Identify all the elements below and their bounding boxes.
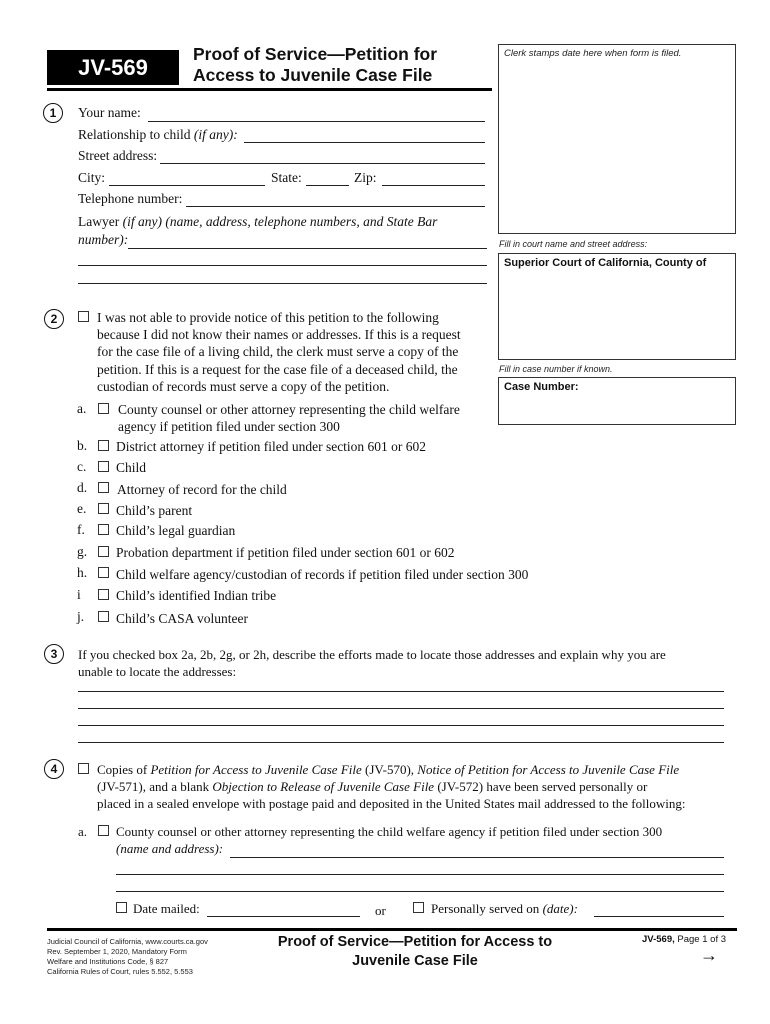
state-input[interactable] bbox=[306, 185, 349, 186]
lawyer-input-line-3[interactable] bbox=[78, 283, 487, 284]
item-2j-letter: j. bbox=[77, 609, 85, 624]
telephone-input[interactable] bbox=[186, 206, 485, 207]
item-2e-checkbox[interactable] bbox=[98, 503, 109, 514]
item-2f-label: Child’s legal guardian bbox=[116, 523, 236, 538]
court-name-hint: Fill in court name and street address: bbox=[499, 239, 648, 249]
section-2-text-line: for the case file of a living child, the clerk must serve a copy of the bbox=[97, 344, 459, 360]
state-label: State: bbox=[271, 170, 302, 185]
item-2g-letter: g. bbox=[77, 544, 88, 559]
footer-rule bbox=[47, 928, 737, 931]
item-4a-input-line-2[interactable] bbox=[116, 874, 724, 875]
section-3-number bbox=[44, 644, 64, 664]
item-2d-checkbox[interactable] bbox=[98, 482, 109, 493]
zip-label: Zip: bbox=[354, 170, 377, 185]
lawyer-hint-line2: number): bbox=[78, 232, 129, 247]
form-title-line2: Access to Juvenile Case File bbox=[193, 65, 433, 85]
personally-served-label bbox=[431, 900, 578, 917]
lawyer-input-line-2[interactable] bbox=[78, 265, 487, 266]
item-2d-letter: d. bbox=[77, 480, 88, 495]
section-4-number bbox=[44, 759, 64, 779]
section-3-input-line-1[interactable] bbox=[78, 691, 724, 692]
item-2g-checkbox[interactable] bbox=[98, 546, 109, 557]
city-input[interactable] bbox=[109, 185, 265, 186]
date-mailed-input[interactable] bbox=[207, 916, 360, 917]
relationship-hint: (if any): bbox=[193, 127, 238, 142]
item-4a-label: County counsel or other attorney representing the child welfare agency if petition filed under section 300 bbox=[116, 824, 663, 839]
page-number: Page 1 of 3 bbox=[674, 934, 726, 945]
footer-citation-line: Rev. September 1, 2020, Mandatory Form bbox=[47, 947, 187, 956]
item-2f-letter: f. bbox=[77, 522, 85, 537]
case-number-field[interactable] bbox=[498, 377, 736, 425]
relationship-label bbox=[78, 126, 238, 143]
item-2j-checkbox[interactable] bbox=[98, 611, 109, 622]
item-2a-label: County counsel or other attorney representing the child welfare bbox=[118, 402, 460, 417]
item-2f-checkbox[interactable] bbox=[98, 524, 109, 535]
item-2d-label: Attorney of record for the child bbox=[117, 482, 287, 497]
page-indicator bbox=[600, 934, 726, 945]
form-id-badge bbox=[47, 50, 179, 85]
section-1-number-text: 1 bbox=[49, 106, 57, 120]
footer-citation-line: California Rules of Court, rules 5.552, 5.553 bbox=[47, 967, 193, 976]
text-run: Copies of bbox=[97, 762, 151, 777]
text-run: (JV-572) have been served personally or bbox=[434, 779, 648, 795]
street-address-input[interactable] bbox=[160, 163, 485, 164]
zip-input[interactable] bbox=[382, 185, 485, 186]
item-2g-label: Probation department if petition filed under section 601 or 602 bbox=[116, 545, 455, 560]
item-2a-label-line2: agency if petition filed under section 300 bbox=[118, 419, 340, 434]
item-4a-letter: a. bbox=[78, 824, 88, 839]
item-2e-letter: e. bbox=[77, 501, 87, 516]
court-name-field[interactable] bbox=[498, 253, 736, 360]
item-4a-input-line-1[interactable] bbox=[230, 857, 724, 858]
item-4a-hint: (name and address): bbox=[116, 841, 224, 856]
form-title-jv572: Objection to Release of Juvenile Case File bbox=[212, 779, 435, 795]
section-3-input-line-4[interactable] bbox=[78, 742, 724, 743]
item-2i-letter: i bbox=[77, 587, 81, 602]
footer-citation-line: Judicial Council of California, www.courts.ca.gov bbox=[47, 937, 208, 946]
item-2b-checkbox[interactable] bbox=[98, 440, 109, 451]
text-run: (JV-570), bbox=[361, 762, 418, 777]
section-2-text-line: I was not able to provide notice of this petition to the following bbox=[97, 310, 439, 325]
telephone-label: Telephone number: bbox=[78, 191, 183, 206]
item-2e-label: Child’s parent bbox=[116, 503, 193, 518]
item-2i-label: Child’s identified Indian tribe bbox=[116, 588, 277, 603]
section-2-text-line: petition. If this is a request for the case file of a deceased child, the bbox=[97, 361, 458, 377]
relationship-input[interactable] bbox=[244, 142, 485, 143]
form-id: JV-569 bbox=[78, 54, 148, 80]
or-label: or bbox=[375, 903, 386, 918]
section-3-text bbox=[78, 646, 666, 680]
case-number-label: Case Number: bbox=[504, 381, 579, 393]
personally-served-checkbox[interactable] bbox=[413, 902, 424, 913]
form-title-line1: Proof of Service—Petition for bbox=[193, 44, 438, 64]
section-2-text-line: because I did not know their names or addresses. If this is a request bbox=[97, 327, 461, 343]
item-2i-checkbox[interactable] bbox=[98, 589, 109, 600]
section-2-number bbox=[44, 309, 64, 329]
relationship-label-text: Relationship to child bbox=[78, 127, 191, 142]
item-2c-label: Child bbox=[116, 460, 147, 475]
personally-served-text: Personally served on bbox=[431, 901, 540, 916]
section-3-input-line-2[interactable] bbox=[78, 708, 724, 709]
clerk-stamp-box[interactable] bbox=[498, 44, 736, 234]
date-mailed-checkbox[interactable] bbox=[116, 902, 127, 913]
city-label: City: bbox=[78, 170, 106, 185]
your-name-label: Your name: bbox=[78, 105, 141, 120]
footer-title-line: Proof of Service—Petition for Access to bbox=[277, 934, 553, 950]
section-3-number-text: 3 bbox=[50, 647, 58, 661]
item-2b-letter: b. bbox=[77, 438, 88, 453]
section-4-text-line bbox=[97, 778, 685, 795]
item-2h-checkbox[interactable] bbox=[98, 567, 109, 578]
section-3-text-line: If you checked box 2a, 2b, 2g, or 2h, describe the efforts made to locate those addresses and explain why you are bbox=[78, 647, 666, 662]
court-box-label: Superior Court of California, County of bbox=[504, 257, 707, 269]
lawyer-label-text: Lawyer bbox=[78, 214, 120, 229]
clerk-stamp-label: Clerk stamps date here when form is filed. bbox=[504, 48, 682, 59]
section-4-text bbox=[97, 761, 685, 813]
item-2a-letter: a. bbox=[77, 401, 87, 416]
section-2-number-text: 2 bbox=[50, 312, 58, 326]
section-4-text-line bbox=[97, 761, 685, 778]
header-rule bbox=[47, 88, 492, 91]
section-2-text bbox=[97, 309, 461, 395]
next-page-arrow-icon[interactable]: → bbox=[700, 945, 718, 965]
footer-form-id: JV-569, bbox=[642, 934, 675, 945]
section-1-number bbox=[43, 103, 63, 123]
item-2c-letter: c. bbox=[77, 459, 87, 474]
footer-title-line: Juvenile Case File bbox=[352, 953, 478, 969]
personally-served-date-input[interactable] bbox=[594, 916, 724, 917]
item-2c-checkbox[interactable] bbox=[98, 461, 109, 472]
form-title bbox=[193, 44, 437, 86]
lawyer-input-line-1[interactable] bbox=[128, 248, 487, 249]
footer-citation-line: Welfare and Institutions Code, § 827 bbox=[47, 957, 169, 966]
your-name-input[interactable] bbox=[148, 121, 485, 122]
section-2-text-line: custodian of records must serve a copy of the petition. bbox=[97, 378, 390, 394]
case-number-hint: Fill in case number if known. bbox=[499, 364, 613, 374]
section-3-text-line: unable to locate the addresses: bbox=[78, 664, 237, 680]
section-3-input-line-3[interactable] bbox=[78, 725, 724, 726]
section-4-number-text: 4 bbox=[50, 762, 58, 776]
lawyer-hint: (if any) (name, address, telephone numbers, and State Bar bbox=[122, 214, 438, 229]
item-2j-label: Child’s CASA volunteer bbox=[116, 611, 249, 626]
section-4-checkbox[interactable] bbox=[78, 763, 89, 774]
section-4-text-line: placed in a sealed envelope with postage paid and deposited in the United States mail addressed to the following: bbox=[97, 796, 686, 812]
footer-citation bbox=[47, 937, 208, 977]
form-title-jv570: Petition for Access to Juvenile Case File bbox=[150, 762, 362, 777]
lawyer-label bbox=[78, 213, 437, 230]
footer-title bbox=[255, 933, 575, 971]
item-2h-letter: h. bbox=[77, 565, 88, 580]
form-title-jv571: Notice of Petition for Access to Juvenile Case File bbox=[417, 762, 680, 777]
item-2h-label: Child welfare agency/custodian of records if petition filed under section 300 bbox=[116, 567, 529, 582]
date-mailed-label: Date mailed: bbox=[133, 901, 200, 916]
item-4a-input-line-3[interactable] bbox=[116, 891, 724, 892]
section-2-checkbox[interactable] bbox=[78, 311, 89, 322]
item-4a-checkbox[interactable] bbox=[98, 825, 109, 836]
text-run: (JV-571), and a blank bbox=[97, 779, 213, 795]
item-2b-label: District attorney if petition filed under section 601 or 602 bbox=[116, 439, 427, 454]
item-2a-checkbox[interactable] bbox=[98, 403, 109, 414]
street-address-label: Street address: bbox=[78, 148, 158, 163]
personally-served-hint: (date): bbox=[542, 901, 578, 916]
